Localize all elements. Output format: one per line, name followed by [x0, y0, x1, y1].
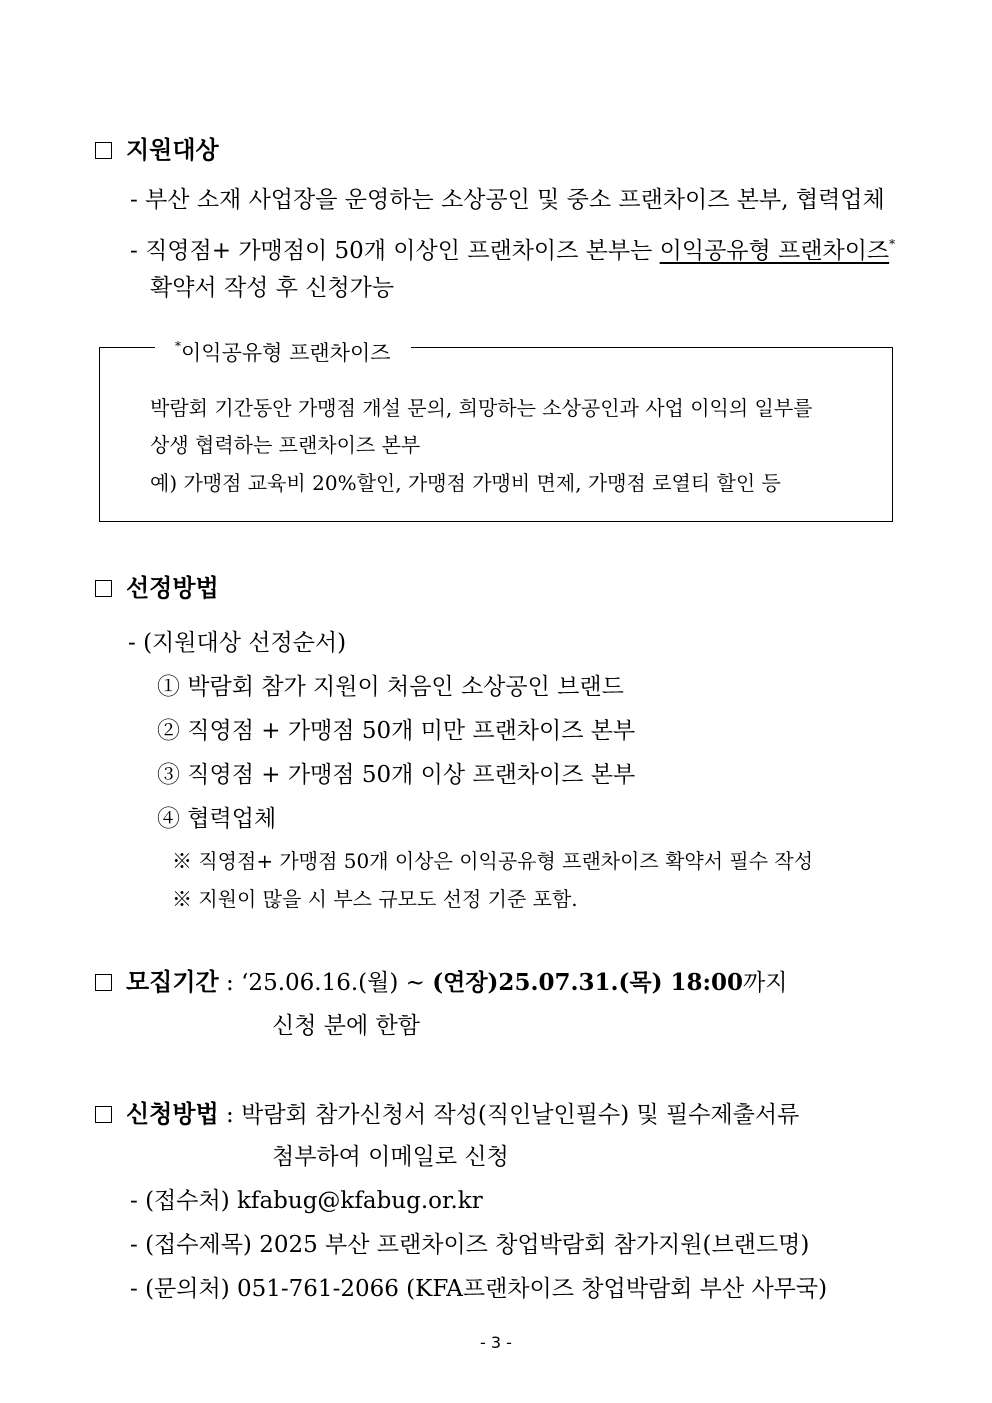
recruitment-period-note: 신청 분에 한함 [272, 1013, 420, 1039]
checkbox-square-icon [95, 142, 112, 159]
note-line-3: 예) 가맹점 교육비 20%할인, 가맹점 가맹비 면제, 가맹점 로열티 할인 등 [150, 471, 781, 495]
eligibility-item-2 [130, 229, 895, 266]
checkbox-square-icon [95, 580, 112, 597]
period-suffix: 까지 [742, 970, 788, 996]
separator: : [218, 970, 242, 996]
application-method [95, 1099, 799, 1130]
recruitment-period [95, 967, 787, 998]
application-subject-format: - (접수제목) 2025 부산 프랜차이즈 창업박람회 참가지원(브랜드명) [130, 1232, 810, 1258]
heading-text: 선정방법 [126, 573, 219, 602]
selection-intro: - (지원대상 선정순서) [128, 630, 347, 656]
selection-note-2: ※ 지원이 많을 시 부스 규모도 선정 기준 포함. [172, 887, 578, 911]
heading-text: 지원대상 [126, 135, 219, 164]
note-line-1: 박람회 기간동안 가맹점 개설 문의, 희망하는 소상공인과 사업 이익의 일부를 [150, 396, 813, 420]
note-title-marker: * [175, 339, 181, 353]
eligibility-item-2-continuation: 확약서 작성 후 신청가능 [150, 275, 395, 301]
note-title-text: 이익공유형 프랜차이즈 [181, 341, 391, 365]
application-method-line-1: 박람회 참가신청서 작성(직인날인필수) 및 필수제출서류 [241, 1102, 800, 1128]
checkbox-square-icon [95, 1106, 112, 1123]
note-box-title [155, 331, 411, 368]
checkbox-square-icon [95, 974, 112, 991]
selection-step-2: ② 직영점 + 가맹점 50개 미만 프랜차이즈 본부 [157, 718, 636, 744]
page-number: - 3 - [480, 1333, 512, 1352]
section-heading-eligibility [95, 135, 219, 165]
selection-note-1: ※ 직영점+ 가맹점 50개 이상은 이익공유형 프랜차이즈 확약서 필수 작성 [172, 849, 814, 873]
selection-step-1: ① 박람회 참가 지원이 처음인 소상공인 브랜드 [157, 674, 624, 700]
application-inquiry-phone: - (문의처) 051-761-2066 (KFA프랜차이즈 창업박람회 부산 사무국) [130, 1276, 828, 1302]
period-extended: (연장)25.07.31.(목) 18:00 [432, 969, 743, 996]
heading-text: 신청방법 [126, 1099, 219, 1128]
period-start: ‘25.06.16.(월) ~ [241, 970, 433, 996]
selection-step-3: ③ 직영점 + 가맹점 50개 이상 프랜차이즈 본부 [157, 762, 636, 788]
heading-text: 모집기간 [126, 967, 219, 996]
eligibility-item-2-prefix: - 직영점+ 가맹점이 50개 이상인 프랜차이즈 본부는 [130, 238, 660, 264]
profit-sharing-franchise-term: 이익공유형 프랜차이즈 [659, 238, 890, 264]
application-method-line-2: 첨부하여 이메일로 신청 [272, 1144, 509, 1170]
selection-step-4: ④ 협력업체 [157, 806, 277, 832]
separator: : [218, 1102, 242, 1128]
section-heading-selection [95, 573, 219, 603]
eligibility-item-1: - 부산 소재 사업장을 운영하는 소상공인 및 중소 프랜차이즈 본부, 협력업체 [130, 187, 885, 213]
note-line-2: 상생 협력하는 프랜차이즈 본부 [150, 433, 421, 457]
application-contact-email: - (접수처) kfabug@kfabug.or.kr [130, 1188, 483, 1214]
footnote-marker: * [889, 237, 896, 251]
profit-sharing-note-box [99, 339, 893, 522]
